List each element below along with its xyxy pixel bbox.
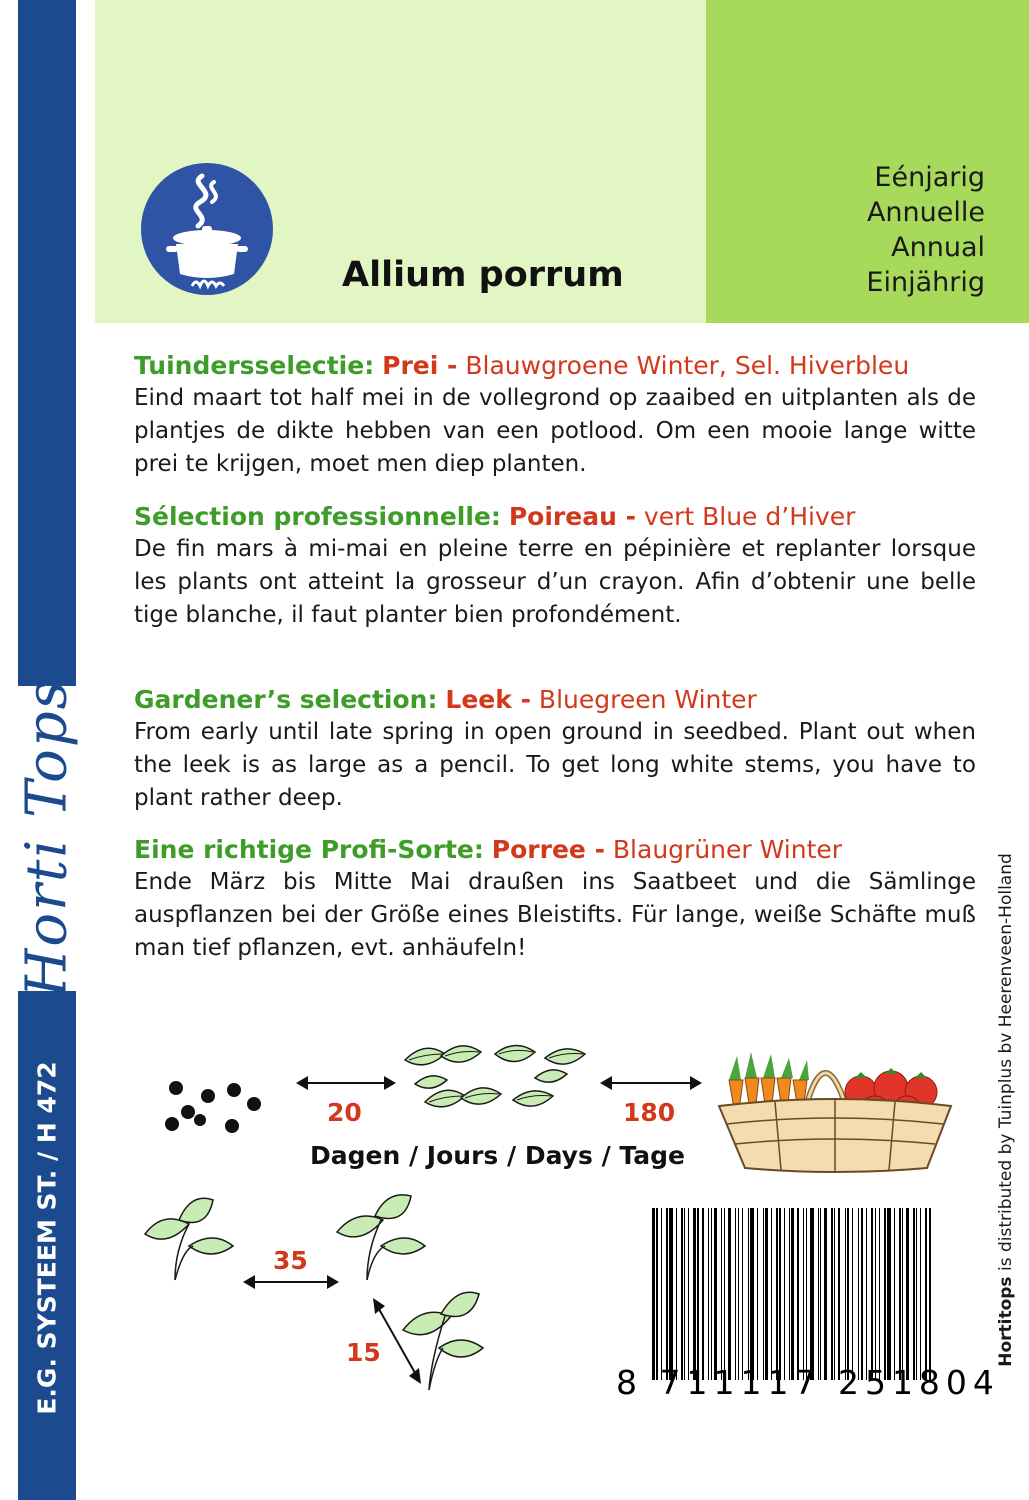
- barcode-bar: [661, 1208, 662, 1380]
- barcode-bar: [784, 1208, 785, 1380]
- days-label: Dagen / Jours / Days / Tage: [310, 1141, 685, 1170]
- harvest-basket-icon: [715, 1040, 955, 1175]
- barcode-bar: [676, 1208, 677, 1380]
- barcode-bar: [879, 1208, 880, 1380]
- description-de: [134, 833, 976, 965]
- latin-name: Allium porrum: [342, 255, 624, 295]
- barcode-bar: [724, 1208, 726, 1380]
- barcode-bar: [884, 1208, 886, 1380]
- arrow-germination-icon: [292, 1068, 400, 1098]
- barcode-bar: [820, 1208, 821, 1380]
- barcode-bar: [771, 1208, 772, 1380]
- system-code: E.G. SYSTEEM ST. / H 472: [32, 1061, 62, 1415]
- barcode-bar: [797, 1208, 799, 1380]
- description-nl: [134, 349, 976, 481]
- vegetable-name: Poireau -: [508, 502, 636, 531]
- description-fr: [134, 500, 976, 632]
- barcode-bar: [838, 1208, 840, 1380]
- cooking-pot-icon: [140, 162, 274, 296]
- lifecycle-nl: Eénjarig: [874, 162, 985, 193]
- barcode-bar: [810, 1208, 813, 1380]
- barcode-bar: [681, 1208, 683, 1380]
- barcode-bar: [735, 1208, 736, 1380]
- barcode-bar: [708, 1208, 709, 1380]
- barcode-bar: [721, 1208, 722, 1380]
- barcode-bar: [894, 1208, 895, 1380]
- barcode-bar: [875, 1208, 876, 1380]
- seedling-icon: [395, 1040, 595, 1130]
- barcode-bar: [702, 1208, 704, 1380]
- selection-label: Gardener’s selection:: [134, 685, 438, 714]
- distributor-note: [996, 853, 1016, 1367]
- barcode-bar: [763, 1208, 764, 1380]
- barcode-bar: [765, 1208, 768, 1380]
- variety-name: Blaugrüner Winter: [612, 835, 843, 864]
- barcode-bar: [738, 1208, 740, 1380]
- barcode-bar: [920, 1208, 921, 1380]
- barcode-bar: [906, 1208, 909, 1380]
- variety-name: vert Blue d’Hiver: [643, 502, 856, 531]
- selection-label: Eine richtige Profi-Sorte:: [134, 835, 484, 864]
- barcode-bar: [656, 1208, 658, 1380]
- barcode-bar: [858, 1208, 860, 1380]
- barcode-bar: [806, 1208, 808, 1380]
- barcode-bar: [902, 1208, 903, 1380]
- barcode-bar: [834, 1208, 835, 1380]
- distributor-text: is distributed by Tuinplus bv Heerenveen-Holland: [996, 853, 1016, 1277]
- row-distance: 35: [273, 1246, 308, 1275]
- barcode-bar: [688, 1208, 689, 1380]
- plant-spacing-icon: [135, 1190, 495, 1405]
- barcode-bar: [866, 1208, 867, 1380]
- barcode-bar: [652, 1208, 655, 1380]
- barcode-bar: [861, 1208, 863, 1380]
- barcode: [652, 1208, 934, 1380]
- barcode-bar: [916, 1208, 917, 1380]
- barcode-bar: [913, 1208, 915, 1380]
- block-heading: [134, 683, 976, 716]
- block-heading: [134, 500, 976, 533]
- barcode-bar: [925, 1208, 927, 1380]
- barcode-bar: [779, 1208, 781, 1380]
- block-text: Eind maart tot half mei in de vollegrond op zaaibed en uitplanten als de plantjes de dikte hebben van een potlood. Om een mooie lange witte prei te krijgen, moet men diep planten.: [134, 385, 976, 477]
- barcode-bar: [831, 1208, 833, 1380]
- arrow-harvest-icon: [596, 1068, 706, 1098]
- barcode-bar: [791, 1208, 794, 1380]
- barcode-bar: [750, 1208, 753, 1380]
- block-heading: [134, 833, 976, 866]
- barcode-bar: [697, 1208, 699, 1380]
- barcode-bar: [871, 1208, 874, 1380]
- vegetable-name: Porree -: [491, 835, 605, 864]
- barcode-bar: [929, 1208, 932, 1380]
- block-text: Ende März bis Mitte Mai draußen ins Saatbeet und die Sämlinge auspflanzen bei der Größe eines Bleistifts. Für lange, weiße Schäfte muß man tief pflanzen, evt. anhäufeln!: [134, 869, 976, 961]
- germination-days: 20: [327, 1098, 362, 1127]
- lifecycle-list: [866, 160, 985, 300]
- lifecycle-fr: Annuelle: [866, 197, 985, 228]
- barcode-bar: [899, 1208, 901, 1380]
- seeds-icon: [160, 1080, 270, 1140]
- block-heading: [134, 349, 976, 382]
- distributor-brand: Hortitops: [996, 1276, 1016, 1367]
- barcode-bar: [824, 1208, 827, 1380]
- barcode-bar: [714, 1208, 717, 1380]
- selection-label: Sélection professionnelle:: [134, 502, 501, 531]
- barcode-bar: [789, 1208, 790, 1380]
- barcode-bar: [887, 1208, 890, 1380]
- brand-logo: Horti Tops: [14, 678, 80, 998]
- barcode-bar: [728, 1208, 731, 1380]
- barcode-bar: [669, 1208, 672, 1380]
- vegetable-name: Leek -: [445, 685, 531, 714]
- lifecycle-en: Annual: [891, 232, 985, 263]
- barcode-bar: [776, 1208, 778, 1380]
- barcode-bar: [847, 1208, 850, 1380]
- vegetable-name: Prei -: [382, 351, 458, 380]
- plant-distance: 15: [346, 1338, 381, 1367]
- variety-name: Bluegreen Winter: [538, 685, 757, 714]
- barcode-bar: [742, 1208, 743, 1380]
- barcode-bar: [845, 1208, 846, 1380]
- barcode-bar: [818, 1208, 819, 1380]
- barcode-bar: [852, 1208, 853, 1380]
- barcode-bar: [803, 1208, 804, 1380]
- barcode-bar: [684, 1208, 685, 1380]
- harvest-days: 180: [623, 1098, 676, 1127]
- selection-label: Tuindersselectie:: [134, 351, 375, 380]
- block-text: De fin mars à mi-mai en pleine terre en pépinière et replanter lorsque les plants ont atteint la grosseur d’un crayon. Afin d’obtenir une belle tige blanche, il faut planter bien profondément.: [134, 536, 976, 628]
- block-text: From early until late spring in open ground in seedbed. Plant out when the leek is as large as a pencil. To get long white stems, you have to plant rather deep.: [134, 719, 976, 811]
- barcode-bar: [711, 1208, 712, 1380]
- barcode-bar: [693, 1208, 696, 1380]
- lifecycle-de: Einjährig: [866, 267, 985, 298]
- description-en: [134, 683, 976, 815]
- barcode-number: 8 711117 251804: [616, 1363, 1000, 1402]
- variety-name: Blauwgroene Winter, Sel. Hiverbleu: [465, 351, 910, 380]
- barcode-bar: [748, 1208, 749, 1380]
- barcode-bar: [757, 1208, 759, 1380]
- barcode-bar: [666, 1208, 668, 1380]
